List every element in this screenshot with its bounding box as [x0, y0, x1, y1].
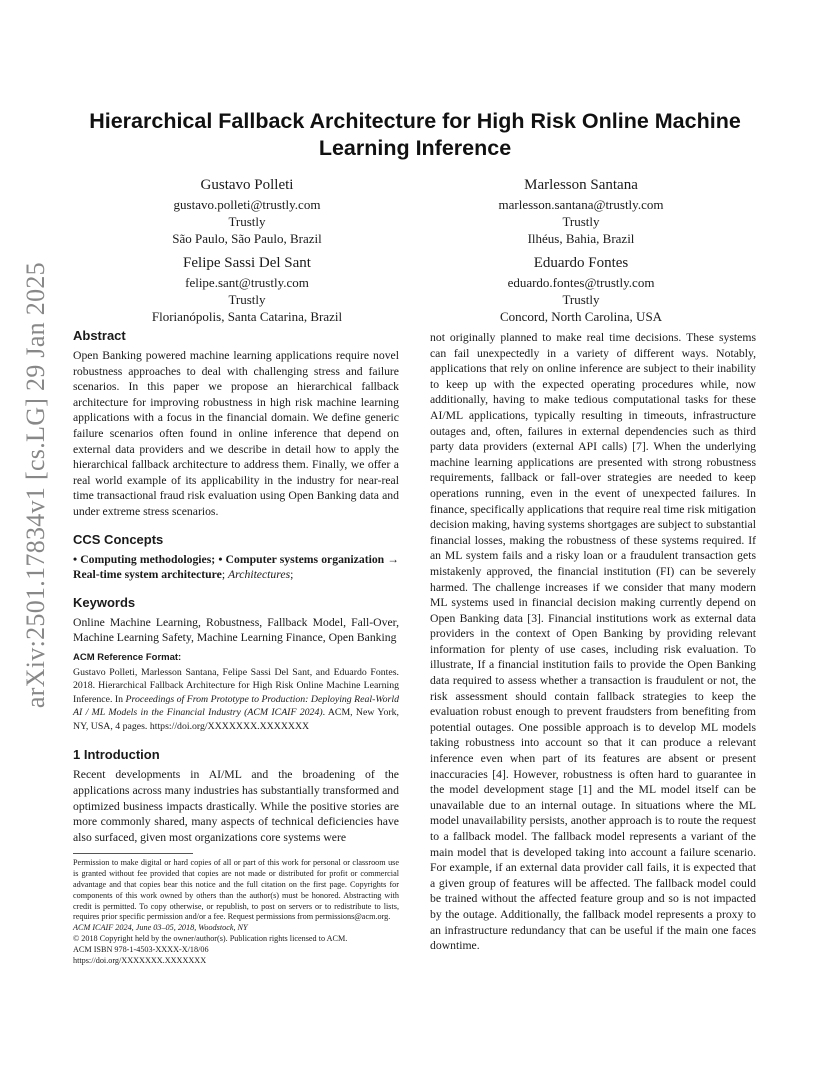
author-org: Trustly: [228, 214, 266, 229]
footnote-rule: [73, 853, 193, 854]
introduction-heading: 1 Introduction: [73, 747, 160, 763]
ccs-concepts: • Computing methodologies; • Computer systems organization → Real-time system architecture: [73, 552, 399, 582]
author-block: [97, 253, 397, 325]
introduction-right-text: not originally planned to make real time decisions. These systems can fail unexpectedly in a variety of different ways. Notably, applications that rely on online inference are subject to their inability to keep up with the expected operating procedures while, now additionally, having to make tedious computational tasks for these AI/ML applications, typically resulting in timeouts, infrastructure outages and, often, failures in external dependencies such as third party data providers (external API calls) [7]. When the underlying machine learning applications are presented with strong robustness requirements, fallback or fall-over strategies are needed to keep operations running, even in the event of unexpected failures. In finance, specifically applications that require real time risk mitigation decision making, having systems shortgages are subject to substantial financial losses, making the robustness of these systems required. If an ML system fails and a risky loan or a fraudulent transaction gets mistakenly approved, the financial institution (FI) can be severely harmed. The challenge increases if we consider that many modern ML systems used in financial decision making currently depend on Open Banking data [3]. Financial institutions work as external data providers in the context of Open Banking by providing relevant information for plenty of use cases, including risk evaluation. To illustrate, If a financial institution fails to provide the Open Banking data required to assess whether a transaction is fraudulent or not, the risk assessment should contain fallback strategies to keep the evaluation robust enough to prevent fraudsters from benefiting from potential outages. One possible approach is to develop ML models taking robustness into account so that it can produce a relevant inference even when part of its features are absent or present inaccuracies [4]. However, robustness is often hard to guarantee in the model development stage [1] and the ML model itself can be unavailable due to an internal outage. In situations where the ML model unavailability persists, another approach is to route the request to a fallback model. The fallback model represents a variant of the main model that is developed taking into account a failure scenario. For example, if an external data provider call fails, it is expected that a given group of features will be affected. The fallback model could be trained without the affected feature group and so is not impacted by the outage. Additionally, the fallback model represents a proxy to an infrastructure redundancy that can be useful if the main one faces downtime.: [430, 331, 756, 953]
copyright-notice: © 2018 Copyright held by the owner/author(s). Publication rights licensed to ACM.: [73, 934, 348, 944]
author-email: eduardo.fontes@trustly.com: [507, 275, 655, 290]
paper-title: Hierarchical Fallback Architecture for High Risk Online Machine Learning Inference: [89, 109, 741, 160]
footnote: [73, 858, 399, 966]
author-block: [431, 175, 731, 247]
reference-venue: Proceedings of From Prototype to Production: Deploying Real-World AI / ML Models in the Financial Industry (ACM ICAIF 2024): [73, 693, 399, 719]
left-column: [73, 328, 399, 966]
author-email: gustavo.polleti@trustly.com: [173, 197, 321, 212]
author-org: Trustly: [228, 292, 266, 307]
reference-format-heading: ACM Reference Format:: [73, 651, 182, 663]
reference-authors: Gustavo Polleti, Marlesson Santana, Felipe Sassi Del Sant, and Eduardo Fontes. 2018. Hierarchical Fallback Architecture for High Risk Online Machine Learning Inference. In: [73, 666, 399, 705]
author-block: [97, 175, 397, 247]
author-location: Ilhéus, Bahia, Brazil: [527, 231, 635, 246]
author-block: [431, 253, 731, 325]
author-name: Felipe Sassi Del Sant: [183, 255, 311, 271]
permission-notice: Permission to make digital or hard copies of all or part of this work for personal or classroom use is granted without fee provided that copies are not made or distributed for profit or commercial advantage and that copies bear this notice and the full citation on the first page. Copyrights for components of this work owned by others than the author(s) must be honored. Abstracting with credit is permitted. To copy otherwise, or republish, to post on servers or to redistribute to lists, requires prior specific permission and/or a fee. Request permissions from permissions@acm.org.: [73, 858, 399, 922]
ccs-heading: CCS Concepts: [73, 531, 164, 547]
keywords-text: Online Machine Learning, Robustness, Fallback Model, Fall-Over, Machine Learning Safety, Machine Learning Finance, Open Banking: [73, 615, 399, 645]
introduction-left-text: Recent developments in AI/ML and the broadening of the applications across many industries has substantially transformed and optimized business impacts drastically. While the positive stories are more commonly shared, many aspects of technical deficiencies have also surfaced, given most organizations core systems were: [73, 768, 399, 844]
author-location: Concord, North Carolina, USA: [499, 309, 663, 324]
author-org: Trustly: [562, 292, 600, 307]
abstract-text: Open Banking powered machine learning applications require novel robustness approaches to deal with challenging stress and failure scenarios. In this paper we propose an hierarchical fallback architecture for improving robustness in high risk machine learning applications with a focus in the financial domain. We define generic failure scenarios often found in online inference that depend on external data providers and we describe in detail how to apply the hierarchical fallback architecture to address them. Finally, we offer a real world example of its applicability in the industry for near-real time transactional fraud risk evaluation using Open Banking data and under extreme stress scenarios.: [73, 349, 399, 518]
author-name: Eduardo Fontes: [533, 255, 629, 271]
author-email: felipe.sant@trustly.com: [185, 275, 309, 290]
reference-publisher: . ACM, New York, NY, USA, 4 pages. https://doi.org/XXXXXXX.XXXXXXX: [73, 707, 399, 732]
author-name: Gustavo Polleti: [200, 177, 294, 193]
doi-link[interactable]: https://doi.org/XXXXXXX.XXXXXXX: [73, 955, 207, 965]
ccs-end: ;: [290, 568, 294, 582]
arxiv-stamp-text: arXiv:2501.17834v1 [cs.LG] 29 Jan 2025: [21, 261, 50, 709]
ccs-separator: ;: [221, 568, 229, 582]
keywords-heading: Keywords: [73, 594, 136, 610]
right-column: [430, 330, 756, 954]
conference-info: ACM ICAIF 2024, June 03–05, 2018, Woodstock, NY: [73, 923, 248, 933]
author-location: Florianópolis, Santa Catarina, Brazil: [151, 309, 343, 324]
author-location: São Paulo, São Paulo, Brazil: [172, 231, 322, 246]
reference-format-text: [73, 666, 399, 734]
ccs-text: [73, 552, 399, 583]
ccs-architectures: Architectures: [228, 568, 291, 582]
isbn-info: ACM ISBN 978-1-4503-XXXX-X/18/06: [73, 944, 209, 954]
arxiv-stamp: [20, 261, 52, 709]
author-org: Trustly: [562, 214, 600, 229]
author-email: marlesson.santana@trustly.com: [498, 197, 664, 212]
abstract-heading: Abstract: [73, 328, 126, 343]
author-name: Marlesson Santana: [524, 177, 638, 193]
